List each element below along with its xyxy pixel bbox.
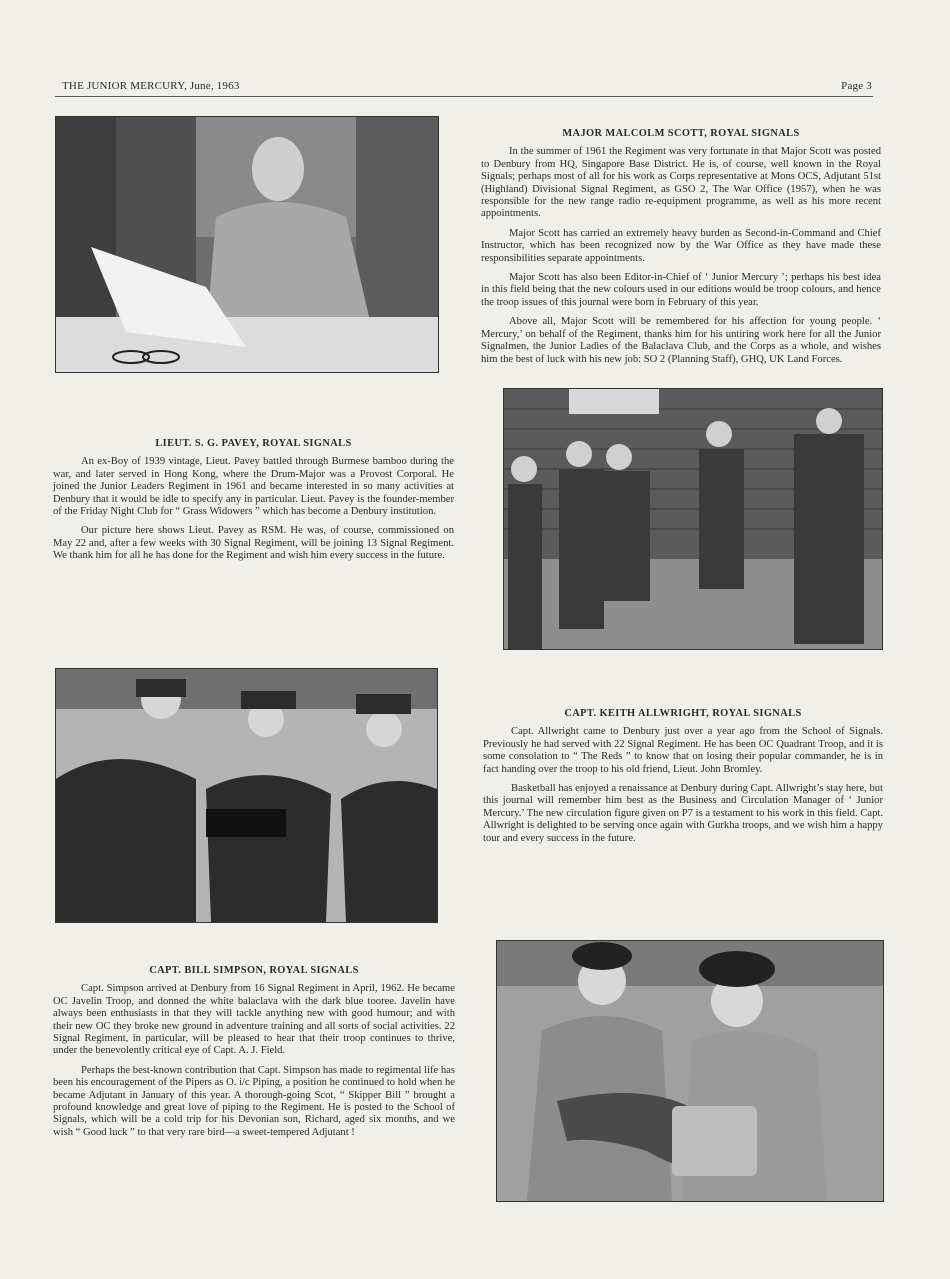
article-major-scott bbox=[481, 128, 881, 373]
article-heading: CAPT. KEITH ALLWRIGHT, ROYAL SIGNALS bbox=[564, 708, 802, 719]
article-paragraph: Our picture here shows Lieut. Pavey as RSM. He was, of course, commissioned on May 22 and, after a few weeks with 30 Signal Regiment, will be joining 13 Signal Regiment. We thank him for all he has done for the Regiment and wish him every success in the future. bbox=[53, 525, 454, 562]
article-paragraph: Above all, Major Scott will be remembered for his affection for young people. ‘ Mercury,’ on behalf of the Regiment, thanks him for his untiring work here for all the Junior Signalmen, the Junior Ladies of the Balaclava Club, and the Corps as a whole, and wishes him the best of luck with his new job: SO 2 (Planning Staff), GHQ, UK Land Forces. bbox=[481, 316, 881, 365]
article-paragraph: Perhaps the best-known contribution that Capt. Simpson has made to regimental life has been his encouragement of the Pipers as O. i/c Piping, a position he continued to hold when he became Adjutant in January of this year. A thorough-going Scot, “ Skipper Bill ” brought a profound knowledge and great love of piping to the Regiment. He is posted to the School of Signals, which will be a cold trip for his Devonian son, Richard, aged six months, and we wish “ Good luck ” to that very rare bird—a sweet-tempered Adjutant ! bbox=[53, 1064, 455, 1138]
article-paragraph: Major Scott has carried an extremely heavy burden as Second-in-Command and Chief Instructor, which has been recognized now by the War Office as they have made these responsibilities separate appointments. bbox=[481, 227, 881, 264]
article-heading: LIEUT. S. G. PAVEY, ROYAL SIGNALS bbox=[155, 438, 352, 449]
article-paragraph: Basketball has enjoyed a renaissance at Denbury during Capt. Allwright’s stay here, but this journal will remember him best as the Business and Circulation Manager of ‘ Junior Mercury.’ The new circulation figure given on P7 is a testament to his work in this field. Capt. Allwright is delighted to be serving once again with Gurkha troops, and we wish him a happy tour and every success in the future. bbox=[483, 783, 883, 844]
article-heading: MAJOR MALCOLM SCOTT, ROYAL SIGNALS bbox=[562, 128, 800, 139]
photo-major-scott bbox=[55, 116, 439, 373]
article-paragraph: In the summer of 1961 the Regiment was very fortunate in that Major Scott was posted to Denbury from HQ, Singapore Base District. He is, of course, well known in the Royal Signals; perhaps most of all for his work as Corps representative at Mons OCS, Adjutant 51st (Highland) Divisional Signal Regiment, as GSO 2, The War Office (1957), when he was responsible for the new range radio re-equipment programme, as well as his more recent appointments. bbox=[481, 146, 881, 220]
article-capt-allwright bbox=[483, 708, 883, 852]
photo-capt-allwright bbox=[55, 668, 438, 923]
photo-capt-simpson bbox=[496, 940, 884, 1202]
article-paragraph: Capt. Allwright came to Denbury just over a year ago from the School of Signals. Previously he had served with 22 Signal Regiment. He has been OC Quadrant Troop, and it is some consolation to “ The Reds ” to know that on losing their popular commander, he is in fact handing over the troop to his old friend, Lieut. John Bromley. bbox=[483, 726, 883, 775]
page-number: Page 3 bbox=[841, 80, 872, 92]
article-paragraph: An ex-Boy of 1939 vintage, Lieut. Pavey battled through Burmese bamboo during the war, and later served in Hong Kong, where the Drum-Major was a Provost Corporal. He joined the Junior Leaders Regiment in 1961 and became interested in so many activities at Denbury that it would be idle to specify any in particular. Lieut. Pavey is the founder-member of the Friday Night Club for “ Grass Widowers ” which has become a Denbury institution. bbox=[53, 456, 454, 518]
header-rule bbox=[55, 96, 873, 97]
article-capt-simpson bbox=[53, 965, 455, 1146]
article-paragraph: Capt. Simpson arrived at Denbury from 16 Signal Regiment in April, 1962. He became OC Javelin Troop, and donned the white balaclava with the dark blue tooree. Javelin have always been enthusiasts in that they will tackle anything new with good humour; and with their new OC they broke new ground in adventure training and all sorts of social activities. 22 Signal Regiment, in particular, will be pleased to hear that their troop continues to thrive, under the benevolently critical eye of Capt. A. J. Field. bbox=[53, 983, 455, 1057]
photo-lieut-pavey bbox=[503, 388, 883, 650]
publication-title: THE JUNIOR MERCURY, June, 1963 bbox=[62, 80, 240, 92]
article-heading: CAPT. BILL SIMPSON, ROYAL SIGNALS bbox=[149, 965, 359, 976]
article-paragraph: Major Scott has also been Editor-in-Chief of ‘ Junior Mercury ’; perhaps his best idea in this field being that the new colours used in our editions would be troop colours, and hence the troop issues of this journal were born in February of this year. bbox=[481, 272, 881, 308]
article-lieut-pavey bbox=[53, 438, 454, 570]
